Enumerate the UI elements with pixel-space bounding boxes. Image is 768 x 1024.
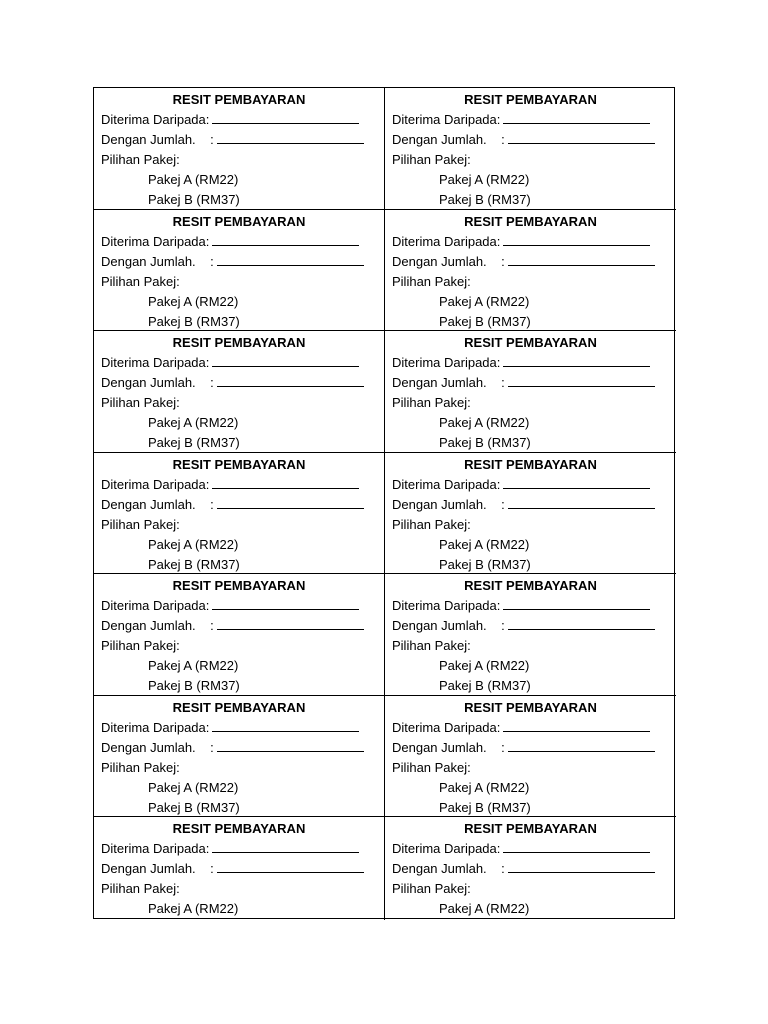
amount-row <box>101 252 384 272</box>
receipt-card <box>94 453 385 574</box>
received-from-label: Diterima Daripada: <box>392 477 501 492</box>
receipt-title: RESIT PEMBAYARAN <box>172 578 306 593</box>
receipt-title: RESIT PEMBAYARAN <box>464 821 597 836</box>
package-b-option: Pakej B (RM37) <box>148 192 240 207</box>
received-from-label: Diterima Daripada: <box>101 355 210 370</box>
receipt-card <box>385 817 676 920</box>
package-label: Pilihan Pakej: <box>101 760 180 775</box>
received-from-label: Diterima Daripada: <box>392 841 501 856</box>
receipt-title: RESIT PEMBAYARAN <box>172 214 306 229</box>
received-from-field[interactable] <box>503 840 650 853</box>
package-b-option: Pakej B (RM37) <box>148 800 240 815</box>
package-b-option: Pakej B (RM37) <box>439 435 531 450</box>
amount-label: Dengan Jumlah. : <box>392 254 505 269</box>
received-from-field[interactable] <box>503 476 650 489</box>
amount-row <box>392 252 676 272</box>
received-from-label: Diterima Daripada: <box>101 598 210 613</box>
receipt-title: RESIT PEMBAYARAN <box>172 700 306 715</box>
amount-label: Dengan Jumlah. : <box>392 497 505 512</box>
receipt-title: RESIT PEMBAYARAN <box>172 821 306 836</box>
amount-field[interactable] <box>217 860 364 873</box>
received-from-field[interactable] <box>503 111 650 124</box>
amount-label: Dengan Jumlah. : <box>392 618 505 633</box>
amount-label: Dengan Jumlah. : <box>101 740 214 755</box>
receipt-card <box>385 210 676 331</box>
package-b-option: Pakej B (RM37) <box>148 435 240 450</box>
package-b-option: Pakej B (RM37) <box>148 557 240 572</box>
amount-row <box>101 495 384 515</box>
package-a-option: Pakej A (RM22) <box>148 658 239 673</box>
package-b-option: Pakej B (RM37) <box>148 314 240 329</box>
package-label: Pilihan Pakej: <box>392 881 471 896</box>
package-label: Pilihan Pakej: <box>101 881 180 896</box>
receipt-title: RESIT PEMBAYARAN <box>464 92 597 107</box>
receipt-card <box>94 88 385 210</box>
received-from-label: Diterima Daripada: <box>101 720 210 735</box>
amount-label: Dengan Jumlah. : <box>392 740 505 755</box>
package-b-option: Pakej B (RM37) <box>148 678 240 693</box>
receipt-card <box>94 331 385 453</box>
received-from-field[interactable] <box>503 597 650 610</box>
receipt-title: RESIT PEMBAYARAN <box>464 335 597 350</box>
amount-field[interactable] <box>217 131 364 144</box>
package-label: Pilihan Pakej: <box>392 760 471 775</box>
amount-field[interactable] <box>217 739 364 752</box>
amount-label: Dengan Jumlah. : <box>101 618 214 633</box>
amount-field[interactable] <box>508 739 655 752</box>
receipt-card <box>385 331 676 453</box>
package-a-option: Pakej A (RM22) <box>148 901 239 916</box>
amount-field[interactable] <box>217 617 364 630</box>
received-from-row <box>101 110 384 130</box>
package-a-option: Pakej A (RM22) <box>148 537 239 552</box>
receipt-card <box>385 88 676 210</box>
received-from-row <box>101 718 384 738</box>
package-b-option: Pakej B (RM37) <box>439 314 531 329</box>
amount-label: Dengan Jumlah. : <box>101 497 214 512</box>
amount-row <box>101 616 384 636</box>
receipt-title: RESIT PEMBAYARAN <box>464 214 597 229</box>
amount-row <box>392 373 676 393</box>
package-a-option: Pakej A (RM22) <box>148 294 239 309</box>
amount-field[interactable] <box>508 496 655 509</box>
amount-row <box>101 859 384 879</box>
package-label: Pilihan Pakej: <box>101 638 180 653</box>
package-a-option: Pakej A (RM22) <box>148 415 239 430</box>
package-a-option: Pakej A (RM22) <box>148 172 239 187</box>
package-a-option: Pakej A (RM22) <box>439 780 530 795</box>
amount-field[interactable] <box>508 617 655 630</box>
package-label: Pilihan Pakej: <box>101 517 180 532</box>
amount-row <box>392 495 676 515</box>
received-from-label: Diterima Daripada: <box>101 477 210 492</box>
received-from-field[interactable] <box>503 233 650 246</box>
receipt-title: RESIT PEMBAYARAN <box>464 578 597 593</box>
amount-row <box>101 130 384 150</box>
received-from-label: Diterima Daripada: <box>101 841 210 856</box>
received-from-field[interactable] <box>212 476 359 489</box>
amount-field[interactable] <box>508 860 655 873</box>
package-a-option: Pakej A (RM22) <box>439 537 530 552</box>
amount-field[interactable] <box>508 131 655 144</box>
package-a-option: Pakej A (RM22) <box>439 415 530 430</box>
package-a-option: Pakej A (RM22) <box>439 658 530 673</box>
received-from-field[interactable] <box>503 354 650 367</box>
package-b-option: Pakej B (RM37) <box>439 192 531 207</box>
amount-label: Dengan Jumlah. : <box>101 132 214 147</box>
received-from-row <box>101 353 384 373</box>
receipt-card <box>94 696 385 817</box>
received-from-row <box>392 718 676 738</box>
received-from-label: Diterima Daripada: <box>101 112 210 127</box>
receipt-title: RESIT PEMBAYARAN <box>172 92 306 107</box>
package-label: Pilihan Pakej: <box>392 395 471 410</box>
package-a-option: Pakej A (RM22) <box>439 294 530 309</box>
received-from-label: Diterima Daripada: <box>392 112 501 127</box>
received-from-row <box>101 596 384 616</box>
amount-row <box>101 738 384 758</box>
receipt-title: RESIT PEMBAYARAN <box>172 457 306 472</box>
receipt-sheet <box>93 87 675 919</box>
package-label: Pilihan Pakej: <box>101 152 180 167</box>
received-from-field[interactable] <box>212 111 359 124</box>
amount-row <box>101 373 384 393</box>
package-b-option: Pakej B (RM37) <box>439 557 531 572</box>
package-b-option: Pakej B (RM37) <box>439 678 531 693</box>
received-from-row <box>101 475 384 495</box>
package-label: Pilihan Pakej: <box>101 395 180 410</box>
received-from-label: Diterima Daripada: <box>392 234 501 249</box>
received-from-row <box>101 839 384 859</box>
amount-field[interactable] <box>217 374 364 387</box>
amount-label: Dengan Jumlah. : <box>101 254 214 269</box>
amount-label: Dengan Jumlah. : <box>101 861 214 876</box>
package-a-option: Pakej A (RM22) <box>439 172 530 187</box>
package-label: Pilihan Pakej: <box>392 152 471 167</box>
received-from-label: Diterima Daripada: <box>101 234 210 249</box>
receipt-card <box>94 210 385 331</box>
received-from-row <box>392 353 676 373</box>
received-from-field[interactable] <box>503 719 650 732</box>
package-label: Pilihan Pakej: <box>392 638 471 653</box>
received-from-label: Diterima Daripada: <box>392 355 501 370</box>
amount-label: Dengan Jumlah. : <box>392 375 505 390</box>
receipt-card <box>385 453 676 574</box>
received-from-row <box>392 232 676 252</box>
package-label: Pilihan Pakej: <box>101 274 180 289</box>
package-label: Pilihan Pakej: <box>392 274 471 289</box>
amount-field[interactable] <box>508 374 655 387</box>
receipt-title: RESIT PEMBAYARAN <box>464 457 597 472</box>
received-from-row <box>392 839 676 859</box>
receipt-card <box>94 817 385 920</box>
receipt-title: RESIT PEMBAYARAN <box>464 700 597 715</box>
received-from-label: Diterima Daripada: <box>392 598 501 613</box>
package-a-option: Pakej A (RM22) <box>439 901 530 916</box>
received-from-row <box>101 232 384 252</box>
amount-label: Dengan Jumlah. : <box>101 375 214 390</box>
received-from-field[interactable] <box>212 597 359 610</box>
received-from-field[interactable] <box>212 233 359 246</box>
amount-field[interactable] <box>217 496 364 509</box>
amount-row <box>392 859 676 879</box>
received-from-row <box>392 475 676 495</box>
received-from-field[interactable] <box>212 354 359 367</box>
received-from-row <box>392 110 676 130</box>
package-label: Pilihan Pakej: <box>392 517 471 532</box>
amount-field[interactable] <box>508 253 655 266</box>
receipt-card <box>385 696 676 817</box>
package-a-option: Pakej A (RM22) <box>148 780 239 795</box>
received-from-field[interactable] <box>212 719 359 732</box>
package-b-option: Pakej B (RM37) <box>439 800 531 815</box>
amount-label: Dengan Jumlah. : <box>392 861 505 876</box>
receipt-title: RESIT PEMBAYARAN <box>172 335 306 350</box>
amount-row <box>392 738 676 758</box>
received-from-row <box>392 596 676 616</box>
amount-row <box>392 130 676 150</box>
received-from-field[interactable] <box>212 840 359 853</box>
amount-label: Dengan Jumlah. : <box>392 132 505 147</box>
receipt-card <box>94 574 385 696</box>
amount-field[interactable] <box>217 253 364 266</box>
receipt-card <box>385 574 676 696</box>
received-from-label: Diterima Daripada: <box>392 720 501 735</box>
amount-row <box>392 616 676 636</box>
